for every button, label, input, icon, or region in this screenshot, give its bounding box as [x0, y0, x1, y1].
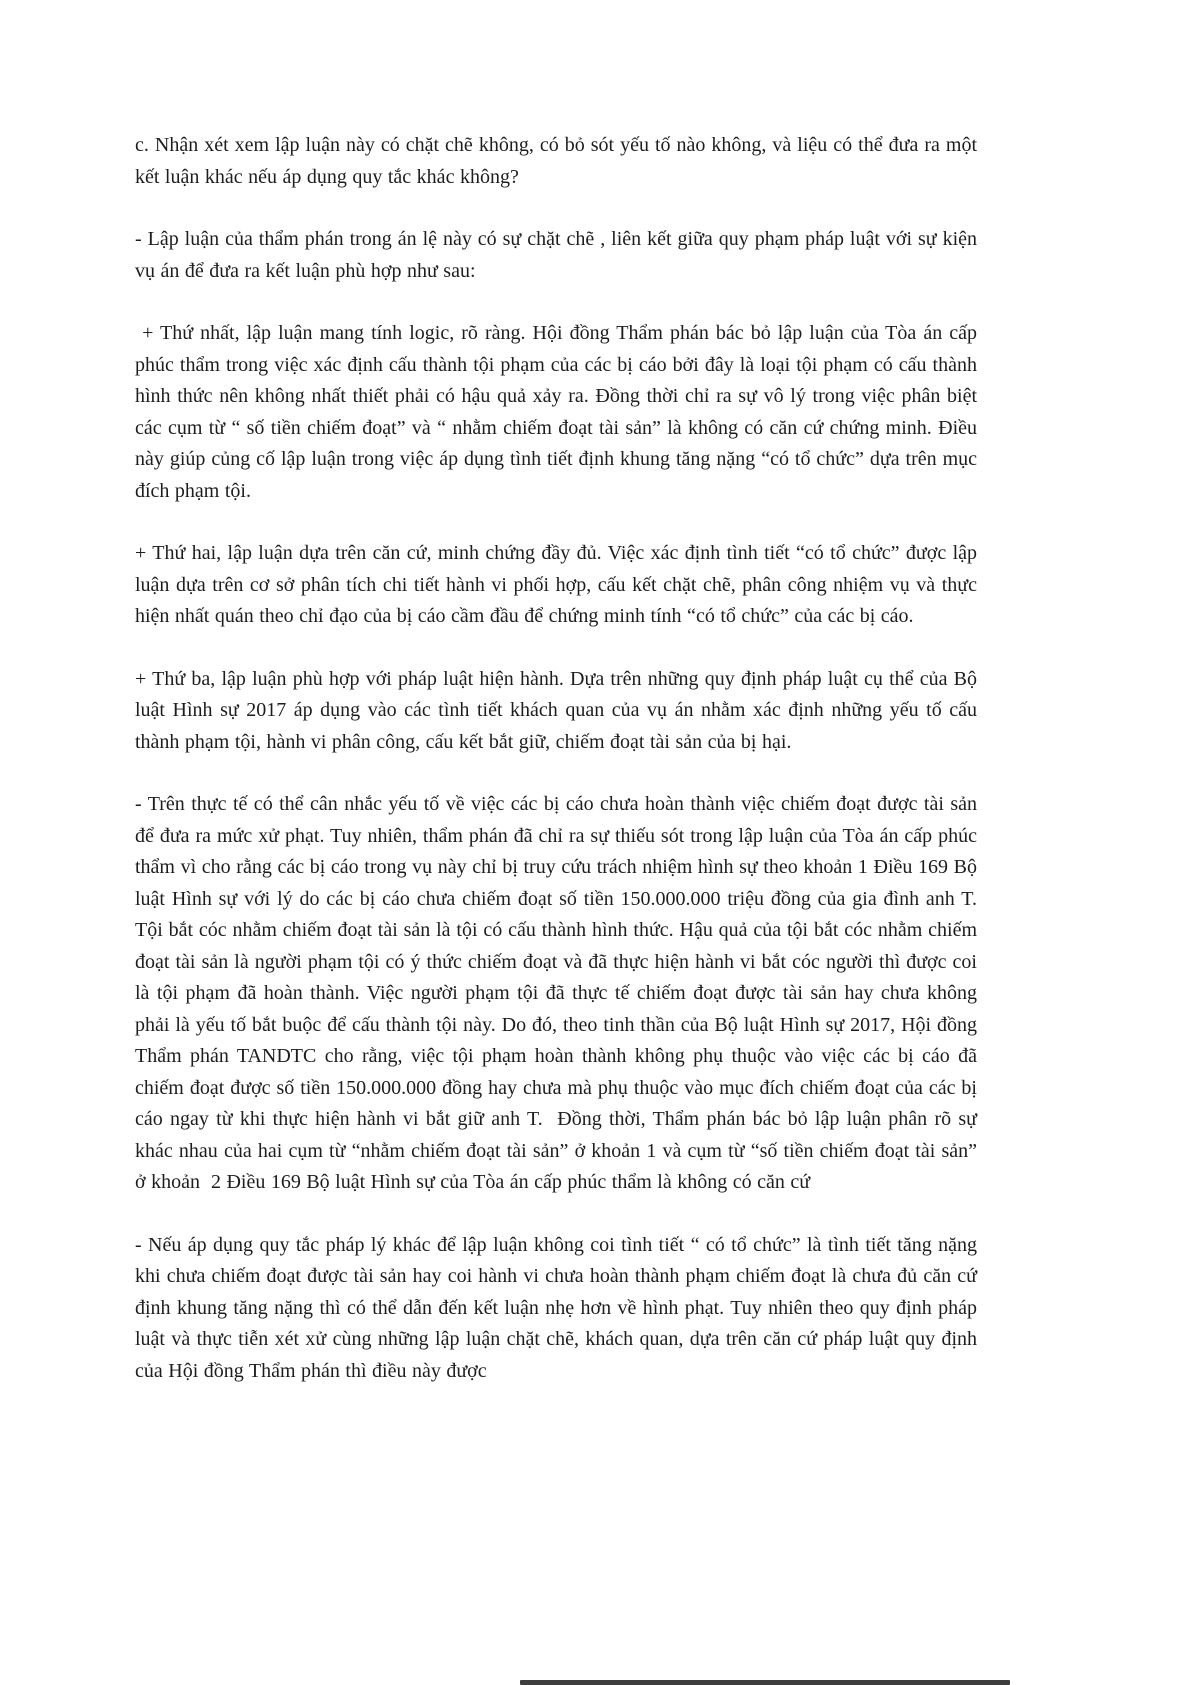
paragraph-thuc-te: - Trên thực tế có thể cân nhắc yếu tố về việc các bị cáo chưa hoàn thành việc chiếm đoạt được tài sản để đưa ra mức xử phạt. Tuy nhiên, thẩm phán đã chỉ ra sự thiếu sót trong lập luận của Tòa án cấp phúc thẩm vì cho rằng các bị cáo trong vụ này chỉ bị truy cứu trách nhiệm hình sự theo khoản 1 Điều 169 Bộ luật Hình sự với lý do các bị cáo chưa chiếm đoạt số tiền 150.000.000 triệu đồng của gia đình anh T. Tội bắt cóc nhằm chiếm đoạt tài sản là tội có cấu thành hình thức. Hậu quả của tội bắt cóc nhằm chiếm đoạt tài sản là người phạm tội có ý thức chiếm đoạt và đã thực hiện hành vi bắt cóc người thì được coi là tội phạm đã hoàn thành. Việc người phạm tội đã thực tế chiếm đoạt được tài sản hay chưa không phải là yếu tố bắt buộc để cấu thành tội này. Do đó, theo tinh thần của Bộ luật Hình sự 2017, Hội đồng Thẩm phán TANDTC cho rằng, việc tội phạm hoàn thành không phụ thuộc vào việc các bị cáo đã chiếm đoạt được số tiền 150.000.000 đồng hay chưa mà phụ thuộc vào mục đích chiếm đoạt của các bị cáo ngay từ khi thực hiện hành vi bắt giữ anh T. Đồng thời, Thẩm phán bác bỏ lập luận phân rõ sự khác nhau của hai cụm từ “nhằm chiếm đoạt tài sản” ở khoản 1 và cụm từ “số tiền chiếm đoạt tài sản” ở khoản 2 Điều 169 Bộ luật Hình sự của Tòa án cấp phúc thẩm là không có căn cứ — [135, 793, 983, 1193]
paragraph-question-c: c. Nhận xét xem lập luận này có chặt chẽ không, có bỏ sót yếu tố nào không, và liệu có thể đưa ra một kết luận khác nếu áp dụng quy tắc khác không? — [135, 134, 983, 188]
paragraph-ket-luan: - Nếu áp dụng quy tắc pháp lý khác để lập luận không coi tình tiết “ có tổ chức” là tình tiết tăng nặng khi chưa chiếm đoạt được tài sản hay coi hành vi chưa hoàn thành phạm chiếm đoạt là chưa đủ căn cứ định khung tăng nặng thì có thể dẫn đến kết luận nhẹ hơn về hình phạt. Tuy nhiên theo quy định pháp luật và thực tiễn xét xử cùng những lập luận chặt chẽ, khách quan, dựa trên căn cứ pháp luật quy định của Hội đồng Thẩm phán thì điều này được — [135, 1233, 983, 1382]
paragraph-thu-nhat: + Thứ nhất, lập luận mang tính logic, rõ ràng. Hội đồng Thẩm phán bác bỏ lập luận của Tòa án cấp phúc thẩm trong việc xác định cấu thành tội phạm của các bị cáo bởi đây là loại tội phạm có cấu thành hình thức nên không nhất thiết phải có hậu quả xảy ra. Đồng thời chỉ ra sự vô lý trong việc phân biệt các cụm từ “ số tiền chiếm đoạt” và “ nhằm chiếm đoạt tài sản” là không có căn cứ chứng minh. Điều này giúp củng cố lập luận trong việc áp dụng tình tiết định khung tăng nặng “có tổ chức” dựa trên mục đích phạm tội. — [135, 322, 983, 502]
paragraph-thu-ba: + Thứ ba, lập luận phù hợp với pháp luật hiện hành. Dựa trên những quy định pháp luật cụ thể của Bộ luật Hình sự 2017 áp dụng vào các tình tiết khách quan của vụ án nhằm xác định những yếu tố cấu thành phạm tội, hành vi phân công, cấu kết bắt giữ, chiếm đoạt tài sản của bị hại. — [135, 667, 983, 753]
bottom-edge-bar — [520, 1680, 1010, 1685]
paragraph-thu-hai: + Thứ hai, lập luận dựa trên căn cứ, minh chứng đầy đủ. Việc xác định tình tiết “có tổ chức” được lập luận dựa trên cơ sở phân tích chi tiết hành vi phối hợp, cấu kết chặt chẽ, phân công nhiệm vụ và thực hiện nhất quán theo chỉ đạo của bị cáo cầm đầu để chứng minh tính “có tổ chức” của các bị cáo. — [135, 542, 983, 627]
paragraph-intro: - Lập luận của thẩm phán trong án lệ này có sự chặt chẽ , liên kết giữa quy phạm pháp luật với sự kiện vụ án để đưa ra kết luận phù hợp như sau: — [135, 228, 983, 282]
document-text-body — [135, 130, 983, 1418]
